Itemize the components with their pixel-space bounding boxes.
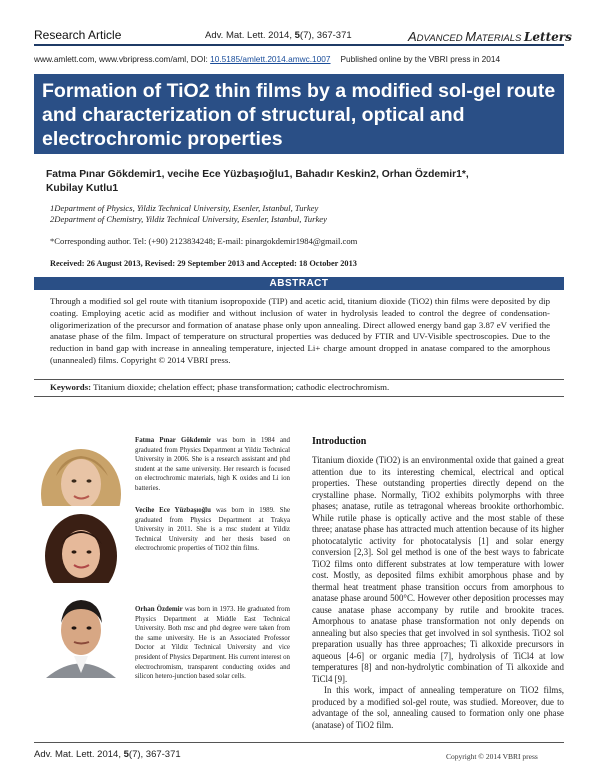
bio-3-name: Orhan Özdemir [135, 606, 183, 613]
introduction-heading: Introduction [312, 436, 367, 447]
bio-1 [135, 436, 290, 494]
footer-copyright: Copyright © 2014 VBRI press [446, 752, 538, 761]
abstract-heading: ABSTRACT [269, 278, 329, 289]
bio-2-text: was born in 1989. She graduated from Physics Department at Trakya University in 2011. She is a msc student at Yildiz Technical University and her thesis based on electrochromic properties of TiO2 thin films. [135, 507, 290, 553]
keywords-rule-top [34, 379, 564, 380]
intro-paragraph-2: In this work, impact of annealing temperature on TiO2 films, produced by a modified sol-gel route, was studied. Moreover, due to advantage of the sol, annealing caused to formation only one phase (anatase) of TiO2 film. [312, 685, 564, 730]
affiliation-2: 2Department of Chemistry, Yildiz Technical University, Esenler, Istanbul, Turkey [50, 214, 327, 224]
keywords-rule-bottom [34, 396, 564, 397]
author-list [46, 168, 546, 196]
affiliation-1: 1Department of Physics, Yildiz Technical University, Esenler, Istanbul, Turkey [50, 203, 319, 213]
journal-brand [408, 29, 572, 44]
bio-3-text: was born in 1973. He graduated from Physics Department at Middle East Technical University. Both msc and phd degree were taken from the same university. He is an Associated Professor Doctor at Yildiz Technical University and vice president of Physics Department. His current interest on electrochromism, transparent conducting oxides and silicon hetero-junction based solar cells. [135, 606, 290, 681]
brand-word-letters: Letters [523, 30, 572, 44]
footer-citation [34, 749, 181, 760]
keywords-label: Keywords: [50, 382, 92, 392]
bio-3 [135, 605, 290, 682]
bio-2 [135, 506, 290, 554]
footer-volume: 5 [123, 749, 129, 760]
received-dates: Received: 26 August 2013, Revised: 29 September 2013 and Accepted: 18 October 2013 [50, 259, 357, 268]
authors-line-1: Fatma Pınar Gökdemir1, vecihe Ece Yüzbaşıoğlu1, Bahadır Keskin2, Orhan Özdemir1*, [46, 169, 469, 180]
header-rule [34, 44, 564, 46]
footer-pages: (7), 367-371 [128, 749, 181, 760]
footer-rule [34, 742, 564, 743]
journal-citation [205, 30, 352, 41]
bio-2-name: Vecihe Ece Yüzbaşıoğlu [135, 507, 211, 514]
bio-1-text: was born in 1984 and graduated from Physics Department at Yildiz Technical University in 2006. She is a research assistant and phd student at the same university. Her research is focused on electrochromic materials, high K oxides and Li ion batteries. [135, 437, 291, 492]
citation-journal: Adv. Mat. Lett. 2014, [205, 30, 295, 41]
citation-volume: 5 [294, 30, 300, 41]
footer-journal: Adv. Mat. Lett. 2014, [34, 749, 124, 760]
publish-note: Published online by the VBRI press in 2014 [340, 54, 501, 64]
site-urls: www.amlett.com, www.vbripress.com/aml, DOI: [34, 54, 211, 64]
bio-1-name: Fatma Pınar Gökdemir [135, 437, 212, 444]
brand-letter-m: M [465, 29, 477, 44]
doi-link[interactable]: 10.5185/amlett.2014.amwc.1007 [210, 54, 331, 64]
author-photo-3 [34, 583, 129, 678]
keywords [50, 382, 389, 392]
abstract-text: Through a modified sol gel route with titanium isopropoxide (TIP) and acetic acid, titanium dioxide (TiO2) thin films were deposited by dip coating. Employing acetic acid as modifier and without inclusion of water in hydrolysis leaded to control the degree of condensation-oligorimerization of the precursor and formation of anatase phase only upon annealing. Direct allowed energy band gap 3.87 eV verified the anatase phase of the film. Impact of temperature on structural properties was deduced by FTIR and UV-Visible spectroscopies. Due to the reduction in band gap with increase in annealing temperature, injected Li+ charge amount dropped in anatase compared to the amorphous (unannealed) films. Copyright © 2014 VBRI press. [50, 296, 550, 365]
corresponding-author: *Corresponding author. Tel: (+90) 2123834248; E-mail: pinargokdemir1984@gmail.com [50, 236, 358, 246]
keywords-text: Titanium dioxide; chelation effect; phase transformation; cathodic electrochromism. [91, 382, 390, 392]
introduction-body [312, 455, 564, 731]
intro-paragraph-1: Titanium dioxide (TiO2) is an environmental oxide that gained a great attention due to its interesting chemical, electrical and optical properties. These outstanding properties directly depend on the crystalline phase. Normally, TiO2 exhibits polymorphs with three phases; anatase, rutile as tetragonal whereas brookite orthorhombic. While rutile phase is optically active and the most stable of these three; anatase phase has attracted much attention because of its higher photocatalytic activity for photocatalysis [1] and solar energy conversion [2,3]. Sol gel method is one of the best ways to fabricate TiO2 films onto different substrates at low temperature with lower cost. Mostly, as deposited films exhibit amorphous phase and by thermal heat treatment phase transition occurs from amorphous to anatase phase around 500°C. However other deposition processes may cause anatase phase accompany by rutile and brookite traces. Amorphous to anatase phase transformation not only depends on annealing but also species that get involved in sol synthesis. TiO2 sol preparation usually has three approaches; Ti alkoxide precursors in aqueous [4-6] or organic media [7], hydrolysis of TiCl4 at low temperatures [8] and non-hydrolytic combination of Ti alkoxide and TiCl4 [9]. [312, 455, 564, 684]
authors-line-2: Kubilay Kutlu1 [46, 183, 119, 194]
brand-word-aterials: ATERIALS [476, 33, 524, 44]
brand-letter-a: A [408, 29, 417, 44]
paper-title: Formation of TiO2 thin films by a modified sol-gel route and characterization of structural, optical and electrochromic properties [42, 80, 556, 150]
section-label: Research Article [34, 28, 122, 42]
brand-word-dvanced: DVANCED [416, 33, 466, 44]
url-line [34, 54, 500, 64]
citation-pages: (7), 367-371 [299, 30, 352, 41]
